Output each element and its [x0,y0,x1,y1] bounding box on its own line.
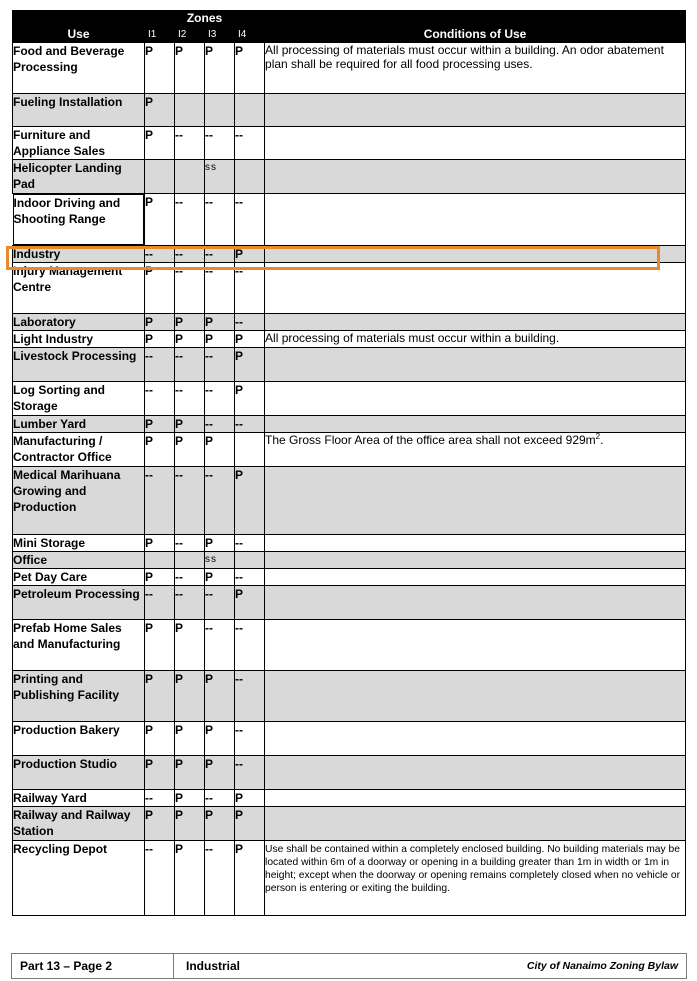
zone-cell-i3: ss [205,160,235,194]
conditions-of-use [265,263,686,314]
zone-cell-i3: -- [205,348,235,382]
zone-cell-i3: -- [205,841,235,916]
table-header-top [13,11,686,27]
conditions-of-use [265,620,686,671]
zone-cell-i4: -- [235,535,265,552]
zone-cell-i4: P [235,841,265,916]
use-name: Helicopter Landing Pad [13,160,145,194]
conditions-of-use [265,671,686,722]
use-name: Mini Storage [13,535,145,552]
header-use: Use [13,27,145,43]
use-name: Food and Beverage Processing [13,43,145,94]
zone-cell-i4: -- [235,756,265,790]
table-row [13,586,686,620]
conditions-of-use [265,416,686,433]
table-row [13,807,686,841]
conditions-of-use [265,790,686,807]
zone-cell-i4: -- [235,569,265,586]
zone-cell-i4 [235,160,265,194]
zone-cell-i3: P [205,807,235,841]
table-row [13,160,686,194]
table-row [13,194,686,246]
conditions-of-use [265,535,686,552]
table-row [13,382,686,416]
zone-cell-i2: P [175,841,205,916]
zone-cell-i3: P [205,756,235,790]
zone-cell-i3: P [205,535,235,552]
zone-cell-i2: -- [175,467,205,535]
conditions-of-use [265,127,686,160]
table-row [13,263,686,314]
conditions-of-use [265,314,686,331]
zone-cell-i4: -- [235,263,265,314]
footer-bylaw-title: City of Nanaimo Zoning Bylaw [526,960,678,972]
zone-cell-i2: P [175,314,205,331]
zone-cell-i3: P [205,569,235,586]
header-blank-conditions [265,11,686,27]
zone-cell-i3: -- [205,127,235,160]
zone-cell-i4: -- [235,416,265,433]
footer-page-number: Part 13 – Page 2 [12,954,174,978]
zone-cell-i1: P [145,535,175,552]
use-name: Log Sorting and Storage [13,382,145,416]
table-row [13,569,686,586]
zone-cell-i2: P [175,416,205,433]
table-row [13,416,686,433]
zone-cell-i3: -- [205,586,235,620]
use-name: Recycling Depot [13,841,145,916]
table-row [13,620,686,671]
zone-cell-i1: P [145,194,175,246]
zone-cell-i3: P [205,331,235,348]
zone-cell-i1: P [145,671,175,722]
table-row [13,433,686,467]
header-zone-i1: I1 [145,27,175,43]
conditions-of-use [265,586,686,620]
table-row [13,127,686,160]
zone-cell-i4: P [235,467,265,535]
zone-cell-i1 [145,160,175,194]
use-name: Medical Marihuana Growing and Production [13,467,145,535]
header-zones: Zones [145,11,265,27]
zone-cell-i3: P [205,671,235,722]
zone-cell-i2: -- [175,246,205,263]
table-row [13,348,686,382]
table-row [13,756,686,790]
zone-cell-i1: P [145,331,175,348]
zone-cell-i3: -- [205,467,235,535]
zone-cell-i1: -- [145,841,175,916]
use-name: Industry [13,246,145,263]
zone-cell-i4 [235,552,265,569]
table-row [13,331,686,348]
zone-cell-i2: P [175,671,205,722]
conditions-of-use [265,552,686,569]
conditions-of-use [265,331,686,348]
use-name: Railway Yard [13,790,145,807]
zone-cell-i1: P [145,416,175,433]
zone-cell-i2: -- [175,263,205,314]
zone-cell-i2: P [175,331,205,348]
table-row [13,722,686,756]
use-name: Laboratory [13,314,145,331]
conditions-of-use [265,382,686,416]
header-zone-i2: I2 [175,27,205,43]
zone-cell-i3: -- [205,194,235,246]
zone-cell-i1: P [145,43,175,94]
table-header-bottom [13,27,686,43]
zone-cell-i4: P [235,246,265,263]
zone-cell-i1: P [145,807,175,841]
zone-cell-i4: P [235,790,265,807]
use-name: Prefab Home Sales and Manufacturing [13,620,145,671]
conditions-of-use [265,43,686,94]
zone-cell-i1: P [145,722,175,756]
zone-cell-i1 [145,552,175,569]
zone-cell-i3: -- [205,620,235,671]
zone-cell-i4: P [235,331,265,348]
zone-cell-i2 [175,552,205,569]
zone-cell-i2: -- [175,535,205,552]
zone-cell-i2: -- [175,348,205,382]
zone-cell-i4: P [235,43,265,94]
zone-cell-i4: -- [235,127,265,160]
conditions-tail: . [600,433,604,447]
zone-cell-i1: P [145,756,175,790]
table-row [13,552,686,569]
header-zone-i3: I3 [205,27,235,43]
conditions-text: All processing of materials must occur within a building. [265,331,560,345]
conditions-of-use [265,94,686,127]
zone-cell-i2 [175,160,205,194]
zone-cell-i3: -- [205,416,235,433]
conditions-of-use [265,841,686,916]
conditions-of-use [265,246,686,263]
zone-cell-i3: P [205,433,235,467]
table-row [13,94,686,127]
zone-cell-i2: P [175,433,205,467]
zone-cell-i2 [175,94,205,127]
zone-cell-i2: -- [175,127,205,160]
conditions-superscript: 2 [595,432,601,441]
zone-cell-i3: -- [205,246,235,263]
conditions-of-use [265,722,686,756]
use-name: Injury Management Centre [13,263,145,314]
use-name: Lumber Yard [13,416,145,433]
conditions-text: Use shall be contained within a completely enclosed building. No building materials may be located within 6m of a doorway or opening in a building greater than 1m in width or 1m in height; except when the doorway or opening remains completely closed when no vehicle or person is entering or exiting the building. [265,844,681,894]
use-name: Manufacturing / Contractor Office [13,433,145,467]
use-name: Livestock Processing [13,348,145,382]
zone-cell-i2: -- [175,194,205,246]
use-name: Fueling Installation [13,94,145,127]
use-name: Railway and Railway Station [13,807,145,841]
zone-cell-i3: P [205,43,235,94]
header-blank-use [13,11,145,27]
zone-cell-i1: P [145,433,175,467]
conditions-text: All processing of materials must occur within a building. An odor abatement plan shall be required for all food processing uses. [265,43,664,71]
zone-cell-i4 [235,94,265,127]
zone-cell-i2: P [175,790,205,807]
zone-cell-i4: -- [235,722,265,756]
conditions-of-use [265,569,686,586]
zone-cell-i2: P [175,722,205,756]
conditions-text: The Gross Floor Area of the office area shall not exceed 929m [265,433,596,447]
zone-cell-i4: P [235,807,265,841]
zone-cell-i1: -- [145,246,175,263]
table-row [13,314,686,331]
page-footer [11,953,687,979]
conditions-of-use [265,348,686,382]
zone-cell-i4: P [235,382,265,416]
use-name: Pet Day Care [13,569,145,586]
conditions-of-use [265,433,686,467]
zone-cell-i3: -- [205,790,235,807]
zone-cell-i3: P [205,722,235,756]
zone-cell-i1: P [145,620,175,671]
zone-cell-i4: -- [235,314,265,331]
table-row [13,467,686,535]
conditions-of-use [265,467,686,535]
zone-cell-i4 [235,433,265,467]
zone-cell-i1: P [145,314,175,331]
use-name: Petroleum Processing [13,586,145,620]
zone-cell-i2: -- [175,586,205,620]
use-name: Production Bakery [13,722,145,756]
zone-cell-i1: -- [145,467,175,535]
zone-cell-i1: P [145,569,175,586]
footer-section-name: Industrial [186,959,241,973]
zone-cell-i3: P [205,314,235,331]
zone-cell-i2: P [175,620,205,671]
table-row [13,841,686,916]
table-row [13,671,686,722]
zone-cell-i1: -- [145,586,175,620]
zone-cell-i4: P [235,348,265,382]
zone-cell-i4: -- [235,194,265,246]
conditions-of-use [265,160,686,194]
zone-cell-i4: -- [235,671,265,722]
zone-cell-i1: P [145,127,175,160]
table-row [13,535,686,552]
zone-cell-i1: P [145,263,175,314]
zone-cell-i1: -- [145,790,175,807]
use-name: Indoor Driving and Shooting Range [13,194,145,245]
table-row [13,790,686,807]
zone-cell-i3: ss [205,552,235,569]
zone-cell-i2: P [175,807,205,841]
zone-cell-i3: -- [205,263,235,314]
zone-cell-i2: P [175,756,205,790]
use-name: Production Studio [13,756,145,790]
conditions-of-use [265,807,686,841]
zone-cell-i3 [205,94,235,127]
header-zone-i4: I4 [235,27,265,43]
zone-cell-i4: P [235,586,265,620]
conditions-of-use [265,194,686,246]
zone-cell-i1: P [145,94,175,127]
zone-cell-i3: -- [205,382,235,416]
zone-cell-i2: -- [175,569,205,586]
use-name: Printing and Publishing Facility [13,671,145,722]
table-body [13,43,686,916]
zone-cell-i4: -- [235,620,265,671]
table-row [13,246,686,263]
zone-cell-i1: -- [145,382,175,416]
table-row [13,43,686,94]
conditions-of-use [265,756,686,790]
zone-cell-i2: -- [175,382,205,416]
zone-cell-i2: P [175,43,205,94]
use-name: Furniture and Appliance Sales [13,127,145,160]
zoning-use-table [12,10,686,916]
zone-cell-i1: -- [145,348,175,382]
use-name: Light Industry [13,331,145,348]
use-name: Office [13,552,145,569]
header-conditions: Conditions of Use [265,27,686,43]
